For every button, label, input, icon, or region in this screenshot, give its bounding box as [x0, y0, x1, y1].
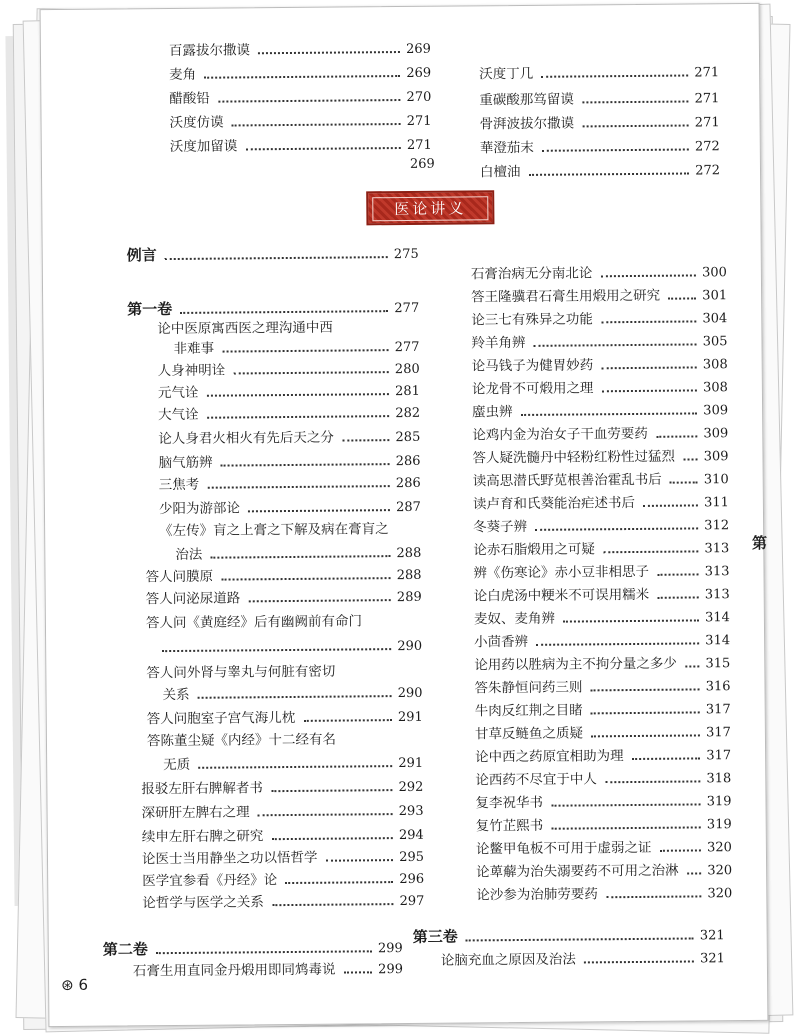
toc-entry[interactable]: 沃度丁几 271 [479, 65, 720, 83]
toc-entry[interactable]: 论西药不尽宜于中人 318 [475, 771, 732, 789]
toc-entry[interactable]: 无质 291 [163, 755, 424, 774]
toc-entry[interactable]: 牛肉反红荆之目睹 317 [474, 702, 731, 720]
toc-entry[interactable]: 醋酸铅 270 [169, 89, 432, 108]
toc-entry[interactable]: 答人问胞室子宫气海儿枕 291 [146, 709, 423, 728]
toc-entry[interactable]: 骨湃波拔尔撒谟 271 [479, 115, 720, 133]
entry-line: 论中医原寓西医之理沟通中西 [157, 319, 333, 338]
toc-entry[interactable]: 麦角 269 [169, 65, 432, 84]
toc-entry[interactable]: 论中西之药原宜相助为理 317 [475, 748, 732, 766]
toc-entry[interactable]: 大气诠 282 [158, 405, 421, 424]
section-banner: 医论讲义 [366, 190, 494, 225]
toc-entry[interactable]: 答人问泌尿道路 289 [145, 589, 422, 608]
toc-entry[interactable]: 元气诠 281 [157, 383, 420, 402]
toc-entry[interactable]: 白檀油 272 [479, 163, 721, 181]
toc-entry[interactable]: 辨《伤寒论》赤小豆非相思子 313 [473, 563, 730, 582]
toc-entry[interactable]: 人身神明诠 280 [157, 361, 420, 380]
page-folio: ⊛ 6 [61, 975, 89, 995]
toc-entry[interactable]: 读卢育和氏葵能治疟述书后 311 [472, 494, 729, 513]
toc-entry[interactable]: 论脑充血之原因及治法 321 [440, 951, 725, 969]
toc-entry[interactable]: 复李祝华书 319 [475, 794, 732, 812]
toc-entry[interactable]: 论赤石脂煅用之可疑 313 [473, 541, 730, 559]
toc-entry[interactable]: 華澄茄末 272 [479, 139, 720, 157]
volume-heading[interactable]: 第一卷 277 [127, 300, 420, 319]
entry-line: 《左传》肓之上膏之下解及病在膏肓之 [159, 521, 389, 540]
entry-line: 答人问《黄庭经》后有幽阙前有命门 [145, 613, 362, 632]
toc-entry[interactable]: 医学宜参看《丹经》论 296 [142, 871, 425, 890]
toc-entry[interactable]: 非难事 277 [173, 339, 420, 358]
toc-entry[interactable]: 少阳为游部论 287 [158, 499, 421, 518]
preface-entry[interactable]: 例言 275 [126, 246, 419, 265]
toc-entry[interactable]: 论龙骨不可煅用之理 308 [471, 380, 728, 398]
toc-entry[interactable]: 脑气筋辨 286 [158, 453, 421, 472]
toc-entry[interactable]: 冬葵子辨 312 [473, 518, 730, 536]
toc-entry[interactable]: 论马钱子为健胃妙药 308 [471, 357, 728, 375]
toc-entry[interactable]: 论鳖甲龟板不可用于虚弱之证 320 [475, 839, 732, 858]
toc-entry[interactable]: 论沙参为治肺劳要药 320 [476, 886, 733, 904]
toc-entry[interactable]: 读高思潜氏野苋根善治霍乱书后 310 [472, 471, 729, 490]
toc-entry[interactable]: 三焦考 286 [158, 475, 421, 494]
toc-entry[interactable]: 石膏生用直同金丹煅用即同鸩毒说 299 [132, 961, 404, 980]
toc-entry[interactable]: 麦奴、麦角辨 314 [473, 610, 730, 628]
toc-entry[interactable]: 䗪虫辨 309 [472, 403, 729, 421]
toc-entry[interactable]: 百露拔尔撒谟 269 [168, 41, 432, 60]
toc-entry[interactable]: 论医士当用静坐之功以悟哲学 295 [141, 849, 425, 868]
page-number: 269 [409, 156, 435, 172]
toc-entry[interactable]: 治法 288 [175, 545, 422, 563]
toc-entry[interactable]: 石膏治病无分南北论 300 [470, 265, 727, 283]
entry-line: 答人问外肾与睾丸与何脏有密切 [146, 663, 336, 682]
toc-entry[interactable]: 答王隆骥君石膏生用煅用之研究 301 [471, 287, 728, 306]
toc-entry[interactable]: 论用药以胜病为主不拘分量之多少 315 [474, 655, 731, 674]
toc-entry[interactable]: 深研肝左脾右之理 293 [141, 803, 424, 822]
toc-entry[interactable]: 论三七有殊异之功能 304 [471, 311, 728, 329]
toc-entry[interactable]: 论萆薢为治失溺要药不可用之治淋 320 [476, 862, 733, 881]
toc-entry[interactable]: 续申左肝右脾之研究 294 [141, 827, 424, 846]
toc-entry[interactable]: 重碳酸那笃留谟 271 [479, 91, 720, 109]
toc-entry[interactable]: 羚羊角辨 305 [471, 334, 728, 352]
toc-entry[interactable]: 沃度仿谟 271 [169, 113, 432, 132]
toc-entry[interactable]: 论哲学与医学之关系 297 [142, 893, 425, 912]
next-page-edge-text: 第 [752, 534, 768, 552]
toc-entry[interactable]: 小茴香辨 314 [474, 633, 731, 651]
toc-entry[interactable]: 沃度加留谟 271 [169, 137, 432, 156]
toc-entry[interactable]: 答人问膜原 288 [145, 567, 422, 586]
toc-entry[interactable]: 甘草反鲢鱼之质疑 317 [474, 725, 731, 743]
toc-entry[interactable]: 报驳左肝右脾解者书 292 [141, 779, 424, 798]
volume-heading[interactable]: 第二卷 299 [102, 940, 403, 959]
toc-entry[interactable]: 论人身君火相火有先后天之分 285 [158, 429, 421, 448]
toc-entry[interactable]: 290 [162, 637, 422, 659]
toc-entry[interactable]: 关系 290 [162, 685, 423, 704]
entry-line: 答陈董尘疑《内经》十二经有名 [146, 731, 337, 750]
toc-page [40, 3, 769, 1027]
toc-entry[interactable]: 论白虎汤中粳米不可误用糯米 313 [473, 586, 730, 605]
toc-entry[interactable]: 复竹芷熙书 319 [475, 817, 732, 835]
volume-heading[interactable]: 第三卷 321 [412, 927, 725, 946]
toc-entry[interactable]: 答朱静恒问药三则 316 [474, 679, 731, 697]
toc-entry[interactable]: 答人疑洗髓丹中轻粉红粉性过猛烈 309 [472, 448, 729, 467]
toc-entry[interactable]: 论鸡内金为治女子干血劳要药 309 [472, 425, 729, 444]
